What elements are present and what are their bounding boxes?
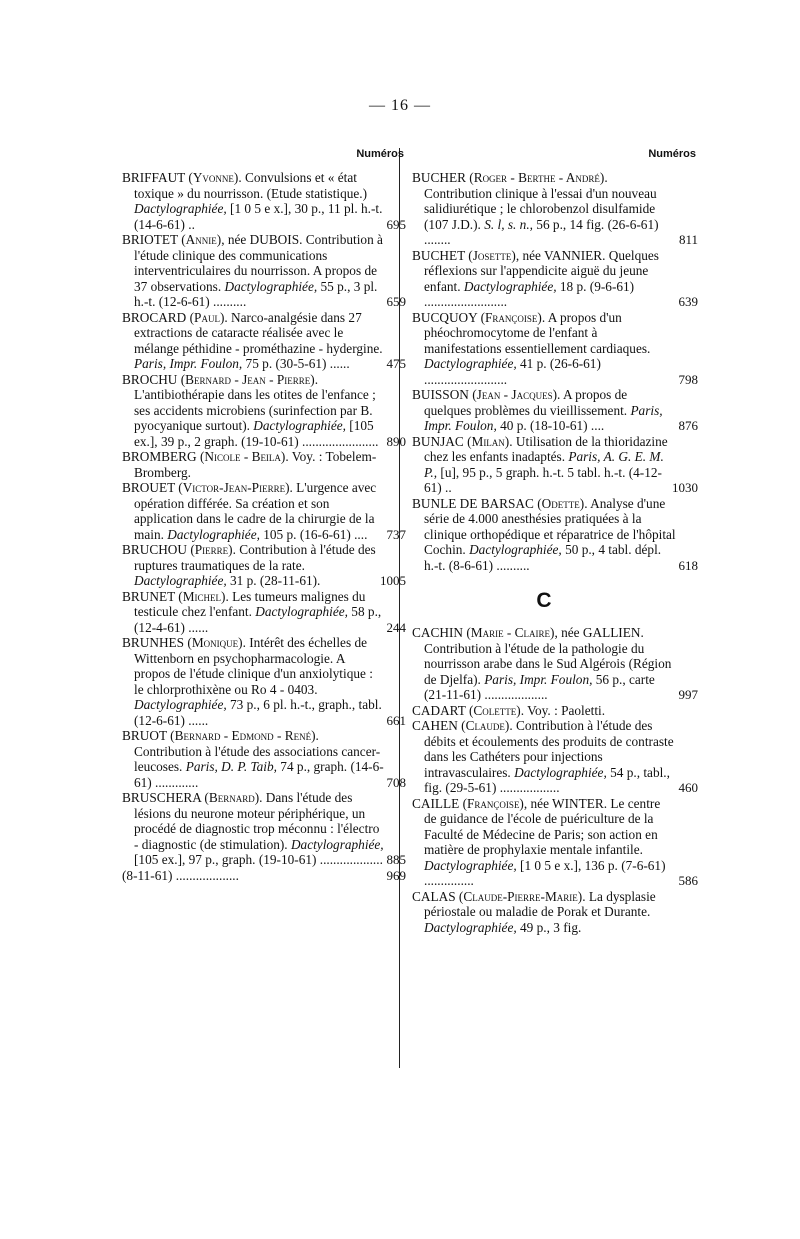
entry-publisher: Dactylographiée, bbox=[290, 836, 384, 852]
entry-details: 73 p., 6 pl. h.-t., graph., tabl. (12-6-61) ...... bbox=[134, 697, 382, 728]
entry-details: [105 ex.], 97 p., graph. (19-10-61) ................... bbox=[134, 852, 383, 867]
author-given-name: (Françoise) bbox=[480, 309, 542, 325]
entry-text: . Narco-analgésie dans 27 extractions de cataracte réalisée avec le mélange péthidine - prométhazine - hydergine. bbox=[134, 309, 383, 356]
bibliography-entry bbox=[412, 718, 698, 796]
entry-text: , née DUBOIS. Contribution à l'étude clinique des communications interventriculaires du nourrisson. A propos de 37 observations. bbox=[134, 232, 383, 294]
entry-details: 56 p., carte (21-11-61) ................... bbox=[424, 671, 655, 702]
author-given-name: (Roger - Berthe - André) bbox=[469, 170, 605, 185]
page-number: — 16 — bbox=[369, 97, 431, 114]
entry-number: 885 bbox=[386, 852, 406, 867]
entry-number: 1005 bbox=[380, 573, 406, 588]
author-given-name: (Nicole - Beila) bbox=[199, 449, 286, 464]
entry-text: , née WINTER. Le centre de guidance de l'école de puériculture de la Faculté de Médecine de Paris; son action en matière de prophylaxie mentale infantile. bbox=[424, 795, 661, 857]
bibliography-entry bbox=[122, 635, 406, 728]
bibliography-entry bbox=[122, 542, 406, 589]
entry-details: 58 p., (12-4-61) ...... bbox=[134, 604, 382, 635]
entry-publisher: Dactylographiée, bbox=[167, 526, 260, 542]
entry-text: . Utilisation de la thioridazine chez les enfants inadaptés. bbox=[424, 433, 668, 464]
author-given-name: (Pierre) bbox=[190, 542, 233, 557]
entry-text: . Analyse d'une série de 4.000 anesthésies pratiquées à la clinique orthopédique et réparatrice de l'hôpital Cochin. bbox=[424, 495, 676, 557]
bibliography-entry bbox=[122, 309, 406, 372]
entry-details: 31 p. (28-11-61). bbox=[226, 573, 321, 588]
author-given-name: (Paul) bbox=[189, 309, 225, 325]
author-given-name: (Odette) bbox=[537, 495, 585, 511]
entry-publisher: Paris, Impr. Foulon, bbox=[484, 671, 593, 687]
entry-text: . La dysplasie périostale ou maladie de Porak et Durante. bbox=[424, 888, 656, 919]
author-given-name: (Marie - Claire) bbox=[466, 625, 555, 640]
entry-details: [u], 95 p., 5 graph. h.-t. 5 tabl. h.-t. (4-12-61) .. bbox=[424, 464, 662, 495]
entry-number: 661 bbox=[386, 712, 406, 728]
author-name: BRUNET bbox=[122, 588, 175, 604]
bibliography-entry bbox=[122, 232, 406, 310]
author-given-name: (Françoise) bbox=[462, 795, 524, 811]
entry-number: 618 bbox=[678, 557, 698, 573]
author-name: BROMBERG bbox=[122, 449, 197, 464]
entry-publisher: Dactylographiée, bbox=[134, 697, 227, 712]
column-header-left: Numéros bbox=[356, 148, 404, 160]
author-given-name: (Josette) bbox=[468, 247, 516, 263]
entry-publisher: Dactylographiée, bbox=[134, 573, 227, 588]
entry-publisher: Dactylographiée, bbox=[224, 278, 318, 294]
entry-publisher: Dactylographiée, bbox=[463, 278, 557, 294]
entry-text: . Contribution clinique à l'essai d'un nouveau salidiurétique ; le chlorobenzol disulfamide (107 J.D.). bbox=[424, 170, 657, 232]
entry-number: 876 bbox=[678, 418, 698, 433]
author-given-name: (Victor-Jean-Pierre) bbox=[178, 480, 290, 495]
entry-details: 49 p., 3 fig. bbox=[516, 919, 582, 935]
entry-text: . Dans l'étude des lésions du neurone moteur périphérique, un procédé de diagnostic trop méconnu : l'électro - diagnostic (de stimulation). bbox=[134, 790, 380, 852]
author-name: CACHIN bbox=[412, 625, 463, 640]
right-entry-list bbox=[412, 170, 698, 573]
author-name: CAHEN bbox=[412, 718, 458, 733]
entry-number: 997 bbox=[678, 687, 698, 702]
author-name: BRIOTET bbox=[122, 232, 178, 247]
author-name: BUISSON bbox=[412, 387, 469, 402]
entry-number: 969 bbox=[386, 867, 406, 883]
entry-publisher: Dactylographiée, bbox=[253, 418, 346, 433]
entry-text: . Contribution à l'étude des associations cancer-leucoses. bbox=[134, 728, 381, 774]
entry-number: 475 bbox=[386, 356, 406, 371]
entry-details: 54 p., tabl., fig. (29-5-61) .................. bbox=[424, 764, 670, 795]
author-given-name: (Claude) bbox=[461, 718, 510, 733]
entry-text: . Convulsions et « état toxique » du nourrisson. (Etude statistique.) bbox=[134, 170, 368, 201]
entry-number: 798 bbox=[678, 371, 698, 387]
entry-details: 75 p. (30-5-61) ...... bbox=[242, 356, 350, 371]
entry-text: . L'antibiothérapie dans les otites de l'enfance ; ses accidents microbiens (surinfection par B. pyocyanique surtout). bbox=[134, 371, 376, 433]
entry-text: . A propos d'un phéochromocytome de l'enfant à manifestations essentiellement cardiaques. bbox=[424, 309, 651, 356]
bibliography-entry bbox=[412, 170, 698, 248]
bibliography-entry bbox=[122, 449, 384, 480]
author-given-name: (Milan) bbox=[467, 433, 510, 449]
author-name: BROCARD bbox=[122, 309, 187, 325]
author-name: BROCHU bbox=[122, 371, 178, 387]
author-name: BRUOT bbox=[122, 728, 167, 743]
entry-publisher: Paris, Impr. Foulon, bbox=[424, 402, 663, 433]
author-name: BUCQUOY bbox=[412, 309, 478, 325]
bibliography-entry bbox=[412, 387, 698, 434]
author-name: BRUNHES bbox=[122, 635, 185, 650]
entry-publisher: Dactylographiée, bbox=[514, 764, 607, 780]
entry-text: . Voy. : Tobelem-Bromberg. bbox=[134, 449, 377, 480]
entry-text: . A propos de quelques problèmes du vieillissement. bbox=[424, 387, 631, 418]
author-given-name: (Michel) bbox=[178, 588, 226, 604]
author-name: BUNJAC bbox=[412, 433, 464, 449]
left-column bbox=[122, 148, 406, 883]
entry-details: 41 p. (26-6-61) ......................... bbox=[424, 356, 601, 387]
entry-publisher: Dactylographiée, bbox=[255, 604, 348, 619]
author-name: CAILLE bbox=[412, 795, 460, 811]
bibliography-entry bbox=[122, 371, 406, 450]
entry-number: 708 bbox=[386, 774, 406, 790]
entry-details: 50 p., 4 tabl. dépl. h.-t. (8-6-61) .......... bbox=[424, 542, 662, 573]
entry-publisher: Dactylographiée, bbox=[424, 919, 517, 935]
right-column bbox=[412, 148, 698, 935]
bibliography-entry bbox=[122, 170, 406, 232]
entry-text: (8-11-61) ................... bbox=[122, 867, 239, 883]
author-name: BRIFFAUT bbox=[122, 170, 186, 185]
entry-publisher: Dactylographiée, bbox=[134, 201, 227, 216]
bibliography-entry bbox=[412, 625, 698, 703]
author-given-name: (Annie) bbox=[181, 232, 222, 247]
bibliography-entry bbox=[122, 588, 406, 636]
entry-details: 56 p., 14 fig. (26-6-61) ........ bbox=[424, 216, 659, 247]
entry-details: 55 p., 3 pl. h.-t. (12-6-61) .......... bbox=[134, 278, 378, 309]
bibliography-entry bbox=[412, 795, 698, 889]
author-name: BRUCHOU bbox=[122, 542, 188, 557]
entry-publisher: Dactylographiée, bbox=[469, 542, 562, 557]
author-given-name: (Colette) bbox=[468, 702, 521, 718]
entry-text: . Contribution à l'étude des ruptures traumatiques de la rate. bbox=[134, 542, 376, 573]
entry-number: 1030 bbox=[672, 480, 698, 495]
author-name: BRUSCHERA bbox=[122, 790, 202, 805]
section-letter: C bbox=[536, 589, 552, 612]
entry-text: , née GALLIEN. Contribution à l'étude de la pathologie du nourrisson arabe dans le Sud Algérois (Région de Djelfa). bbox=[424, 625, 672, 687]
entry-number: 639 bbox=[678, 294, 698, 309]
author-given-name: (Bernard - Edmond - René) bbox=[170, 728, 316, 743]
bibliography-entry bbox=[122, 480, 406, 542]
entry-number: 244 bbox=[386, 619, 406, 635]
entry-text: . Contribution à l'étude des débits et écoulements des produits de contraste dans les Cathéters pour injections intravasculaires. bbox=[424, 718, 674, 780]
bibliography-entry bbox=[412, 495, 698, 574]
author-given-name: (Bernard) bbox=[204, 790, 260, 805]
left-extra-entry bbox=[122, 867, 406, 884]
author-name: BUCHER bbox=[412, 170, 466, 185]
author-name: CALAS bbox=[412, 888, 456, 904]
entry-details: 105 p. (16-6-61) .... bbox=[259, 526, 368, 542]
bibliography-entry bbox=[412, 309, 698, 388]
entry-text: . Les tumeurs malignes du testicule chez l'enfant. bbox=[134, 588, 366, 619]
bibliography-entry bbox=[412, 247, 698, 310]
entry-details: [105 ex.], 39 p., 2 graph. (19-10-61) ....................... bbox=[134, 418, 379, 449]
entry-publisher: S. l, s. n., bbox=[484, 216, 533, 232]
entry-publisher: Paris, Impr. Foulon, bbox=[134, 356, 243, 371]
entry-publisher: Dactylographiée, bbox=[424, 356, 517, 371]
author-given-name: (Monique) bbox=[187, 635, 243, 650]
bibliography-entry bbox=[412, 889, 676, 936]
left-entry-list bbox=[122, 170, 406, 868]
entry-number: 659 bbox=[386, 294, 406, 309]
column-divider bbox=[399, 148, 400, 1068]
entry-details: [1 0 5 e x.], 136 p. (7-6-61) ............... bbox=[424, 857, 666, 888]
author-name: BROUET bbox=[122, 480, 175, 495]
entry-text: , née VANNIER. Quelques réflexions sur l'appendicite aiguë du jeune enfant. bbox=[424, 247, 659, 294]
entry-text: . L'urgence avec opération différée. Sa création et son application dans le cadre de la chirurgie de la main. bbox=[134, 480, 377, 542]
entry-text: . Voy. : Paoletti. bbox=[520, 702, 606, 718]
author-name: CADART bbox=[412, 702, 466, 718]
entry-number: 737 bbox=[386, 526, 406, 542]
author-given-name: (Bernard - Jean - Pierre) bbox=[180, 371, 315, 387]
author-given-name: (Claude-Pierre-Marie) bbox=[458, 888, 583, 904]
entry-details: 40 p. (18-10-61) .... bbox=[496, 418, 605, 433]
author-given-name: (Jean - Jacques) bbox=[472, 387, 558, 402]
entry-details: [1 0 5 e x.], 30 p., 11 pl. h.-t. (14-6-61) .. bbox=[134, 201, 383, 232]
bibliography-entry bbox=[122, 790, 406, 868]
right-entry-list-c bbox=[412, 625, 698, 935]
author-name: BUNLE DE BARSAC bbox=[412, 495, 534, 511]
bibliography-entry bbox=[412, 703, 676, 719]
entry-details: 18 p. (9-6-61) ......................... bbox=[424, 278, 635, 309]
bibliography-entry bbox=[122, 728, 406, 790]
author-given-name: (Yvonne) bbox=[188, 170, 239, 185]
bibliography-entry bbox=[412, 433, 698, 496]
entry-text: . Intérêt des échelles de Wittenborn en psychopharmacologie. A propos de l'étude clinique d'un anxiolytique : le chlorprothixène ou Ro 4 - 0403. bbox=[134, 635, 373, 697]
author-name: BUCHET bbox=[412, 247, 465, 263]
entry-details: 74 p., graph. (14-6-61) ............. bbox=[134, 759, 384, 790]
entry-number: 695 bbox=[386, 216, 406, 232]
entry-publisher: Paris, D. P. Taib, bbox=[185, 759, 277, 774]
entry-number: 811 bbox=[678, 232, 698, 247]
entry-number: 586 bbox=[678, 873, 698, 888]
column-header-right: Numéros bbox=[648, 148, 696, 160]
entry-number: 460 bbox=[678, 780, 698, 795]
entry-publisher: Paris, A. G. E. M. P., bbox=[424, 449, 664, 480]
entry-publisher: Dactylographiée, bbox=[424, 857, 517, 873]
entry-number: 890 bbox=[386, 433, 406, 449]
